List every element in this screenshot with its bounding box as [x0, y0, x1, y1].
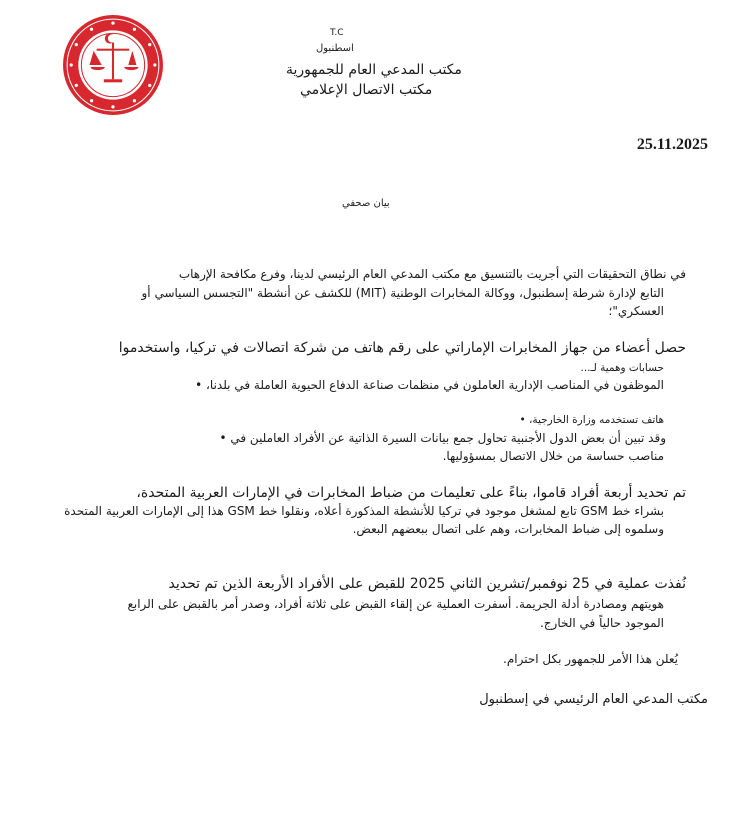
document-date: 25.11.2025	[636, 136, 708, 153]
turkish-justice-seal-icon	[62, 14, 164, 116]
closing-line: يُعلن هذا الأمر للجمهور بكل احترام.	[503, 652, 678, 666]
intro-line: في نطاق التحقيقات التي أجريت بالتنسيق مع مكتب المدعي العام الرئيسي لدينا، وفرع مكافحة الإرهاب	[178, 267, 686, 281]
intro-line: التابع لإدارة شرطة إسطنبول، ووكالة المخابرات الوطنية (MIT) للكشف عن أنشطة "التجسس السياسي أو	[141, 286, 664, 300]
paragraph-line: حصل أعضاء من جهاز المخابرات الإماراتي على رقم هاتف من شركة اتصالات في تركيا، واستخدموا	[118, 340, 686, 356]
header-city: اسطنبول	[316, 43, 354, 54]
paragraph-line: نُفذت عملية في 25 نوفمبر/تشرين الثاني 2025 للقبض على الأفراد الأربعة الذين تم تحديد	[168, 576, 686, 592]
paragraph-line: حسابات وهمية لـ...	[580, 362, 664, 374]
paragraph-line: وسلموه إلى ضباط المخابرات، وهم على اتصال ببعضهم البعض.	[352, 522, 664, 536]
bullet-item: وقد تبين أن بعض الدول الأجنبية تحاول جمع بيانات السيرة الذاتية عن الأفراد العاملين في •	[219, 431, 666, 445]
intro-line: العسكري"؛	[608, 304, 664, 318]
document-subject: بيان صحفي	[342, 198, 390, 209]
bullet-item: هاتف تستخدمه وزارة الخارجية، •	[519, 414, 664, 426]
header-tc: T.C	[330, 28, 344, 38]
paragraph-line: تم تحديد أربعة أفراد قاموا، بناءً على تعليمات من ضباط المخابرات في الإمارات العربية المتحدة،	[136, 485, 686, 501]
bullet-item: الموظفون في المناصب الإدارية العاملون في منظمات صناعة الدفاع الحيوية العاملة في بلدنا، •	[195, 378, 664, 392]
paragraph-line: بشراء خط GSM تابع لمشغل موجود في تركيا للأنشطة المذكورة أعلاه، ونقلوا خط GSM هذا إلى الإمارات العربية المتحدة	[64, 504, 664, 518]
header-office: مكتب المدعي العام للجمهورية	[286, 62, 462, 78]
paragraph-line: مناصب حساسة من خلال الاتصال بمسؤوليها.	[442, 449, 664, 463]
paragraph-line: هويتهم ومصادرة أدلة الجريمة. أسفرت العملية عن إلقاء القبض على ثلاثة أفراد، وصدر أمر بالقبض على الرابع	[127, 597, 664, 611]
signature: مكتب المدعي العام الرئيسي في إسطنبول	[479, 692, 708, 707]
paragraph-line: الموجود حالياً في الخارج.	[539, 616, 664, 630]
header-department: مكتب الاتصال الإعلامي	[300, 82, 433, 98]
